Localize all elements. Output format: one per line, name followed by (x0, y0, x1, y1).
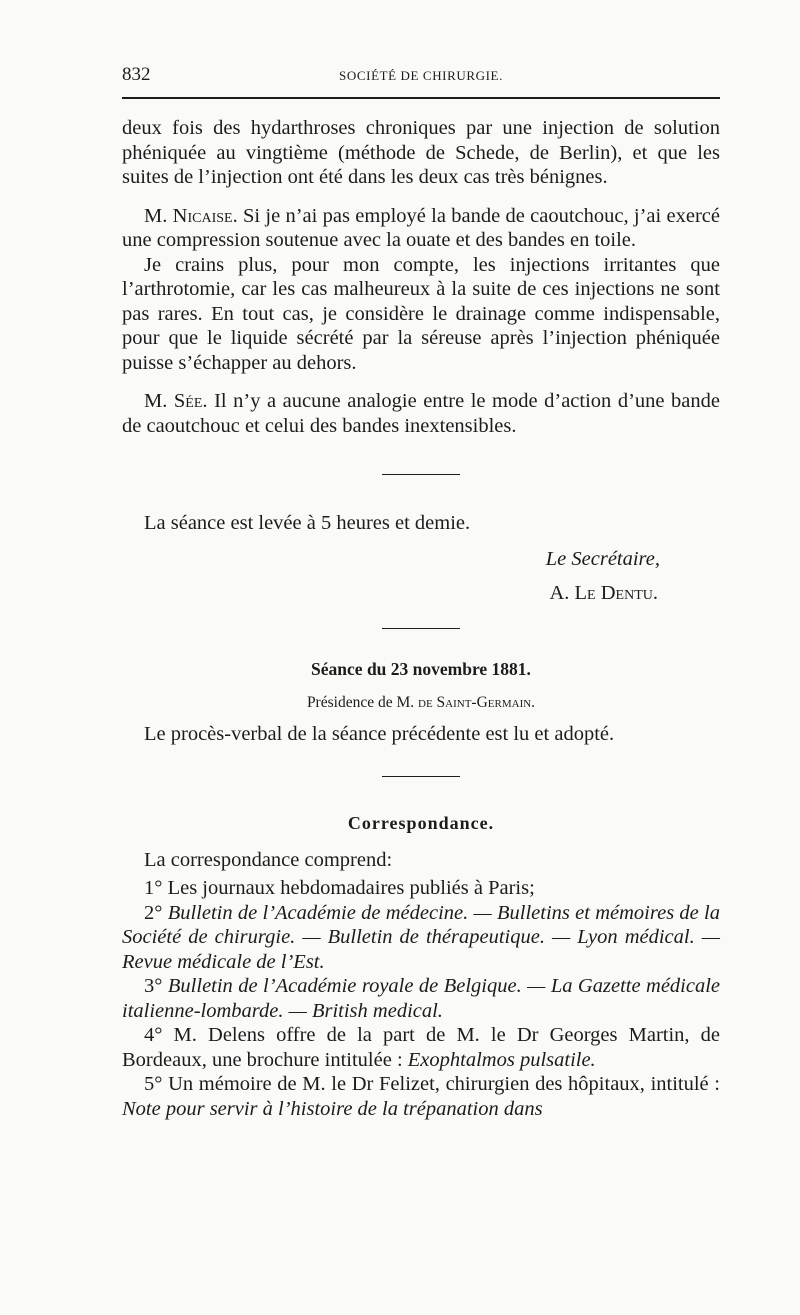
speaker-see: M. Sée. (144, 390, 208, 412)
secretary-role-text: Le Secrétaire, (545, 547, 660, 570)
correspondance-item-4 (122, 1023, 720, 1072)
page-body (122, 116, 720, 1121)
minutes-line: Le procès-verbal de la séance précédente est lu et adopté. (144, 722, 615, 745)
correspondance-heading: Correspondance. (347, 813, 495, 833)
running-title: SOCIÉTÉ DE CHIRURGIE. (339, 68, 503, 83)
item-3-number: 3° (144, 975, 168, 997)
secretary-name: A. Le Dentu. (549, 582, 658, 604)
correspondance-item-3 (122, 974, 720, 1023)
item-5-title: Note pour servir à l’histoire de la trépanation dans (122, 1097, 543, 1120)
item-2-text: Bulletin de l’Académie de médecine. — Bulletins et mémoires de la Société de chirurgie. — Bulletin de thérapeutique. — Lyon médical. — Revue médicale de l’Est. (122, 901, 720, 973)
secretary-role (122, 547, 720, 572)
see-text: Il n’y a aucune analogie entre le mode d’action d’une bande de caoutchouc et celui des bandes inextensibles. (122, 390, 721, 437)
presidence-line (122, 691, 720, 716)
speaker-nicaise: M. Nicaise. (144, 204, 238, 227)
correspondance-intro: La correspondance comprend: (144, 848, 393, 871)
correspondance-item-1: 1° Les journaux hebdomadaires publiés à Paris; (144, 877, 535, 899)
item-3-text: Bulletin de l’Académie royale de Belgique. — La Gazette médicale italienne-lombarde. — British medical. (122, 975, 721, 1022)
item-4-text: 4° M. Delens offre de la part de M. le Dr Georges Martin, de Bordeaux, une brochure intitulée : (122, 1024, 720, 1071)
nicaise-statement-2: Je crains plus, pour mon compte, les injections irritantes que l’arthrotomie, car les cas malheureux à la suite de ces injections ne sont pas rares. En tout cas, je considère le drainage comme indispensable, pour que le liquide sécrété par la séreuse après l’injection phéniquée puisse s’échapper au dehors. (122, 253, 720, 374)
header-rule (122, 97, 720, 99)
correspondance-item-5 (122, 1072, 720, 1121)
nicaise-statement (122, 204, 720, 253)
closing-line: La séance est levée à 5 heures et demie. (144, 512, 471, 534)
page-number: 832 (122, 64, 151, 85)
see-statement (122, 389, 720, 438)
correspondance-item-2 (122, 901, 720, 975)
item-2-number: 2° (144, 901, 168, 924)
presidence-prefix: Présidence de M. (306, 694, 418, 711)
page-header (122, 64, 720, 88)
paragraph-continuation: deux fois des hydarthroses chroniques par une injection de solution phéniquée au vingtième (méthode de Schede, de Berlin), et que les suites de l’injection ont été dans les deux cas très bénignes. (122, 117, 720, 188)
item-4-title: Exophtalmos pulsatile. (407, 1048, 596, 1071)
item-5-text: 5° Un mémoire de M. le Dr Felizet, chirurgien des hôpitaux, intitulé : (144, 1073, 720, 1095)
nicaise-text-1: Si je n’ai pas employé la bande de caoutchouc, j’ai exercé une compression soutenue avec la ouate et des bandes en toile. (122, 204, 720, 251)
session-title: Séance du 23 novembre 1881. (311, 658, 531, 679)
presidence-name: de Saint-Germain. (418, 694, 536, 711)
